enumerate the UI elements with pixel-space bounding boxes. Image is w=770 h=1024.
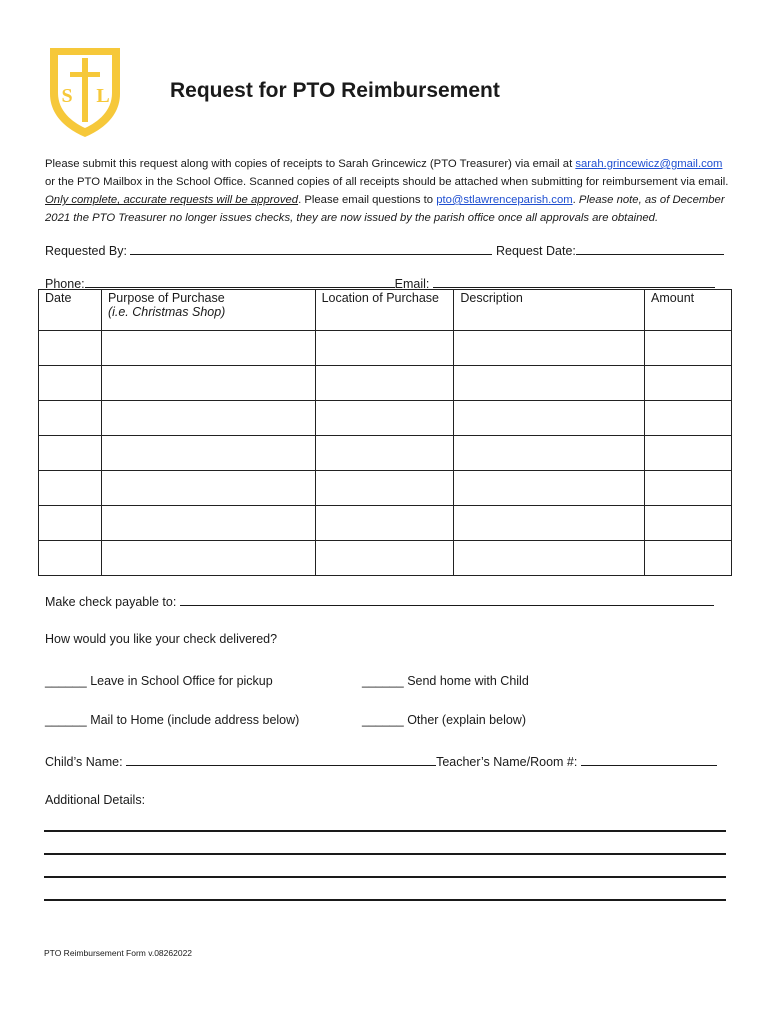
delivery-question: How would you like your check delivered?	[45, 632, 278, 646]
table-row	[39, 506, 732, 541]
table-cell[interactable]	[315, 471, 454, 506]
option-other-label: Other (explain below)	[403, 713, 526, 727]
option-mail-home-label: Mail to Home (include address below)	[86, 713, 300, 727]
option-mail-home[interactable]	[45, 713, 299, 727]
table-cell[interactable]	[101, 436, 315, 471]
option-other[interactable]	[362, 713, 526, 727]
request-date-label: Request Date:	[495, 244, 576, 258]
table-row	[39, 401, 732, 436]
details-line-1[interactable]	[44, 830, 726, 832]
table-cell[interactable]	[101, 541, 315, 576]
option-send-home-blank[interactable]: ______	[362, 674, 404, 688]
pto-email-link[interactable]: pto@stlawrenceparish.com	[436, 194, 573, 206]
table-cell[interactable]	[39, 401, 102, 436]
table-cell[interactable]	[645, 436, 732, 471]
instructions	[45, 155, 735, 227]
table-cell[interactable]	[645, 331, 732, 366]
payable-row	[45, 593, 714, 609]
table-body	[39, 331, 732, 576]
intro-emphasis: Only complete, accurate requests will be approved	[45, 194, 299, 206]
col-description: Description	[454, 290, 645, 331]
col-purpose-label: Purpose of Purchase	[107, 291, 225, 305]
col-amount: Amount	[645, 290, 732, 331]
table-cell[interactable]	[315, 506, 454, 541]
table-cell[interactable]	[645, 401, 732, 436]
phone-field[interactable]	[85, 275, 395, 288]
items-table	[38, 289, 732, 576]
table-cell[interactable]	[101, 401, 315, 436]
table-header-row	[39, 290, 732, 331]
email-label: Email:	[394, 277, 430, 291]
request-date-field[interactable]	[576, 242, 724, 255]
requested-by-field[interactable]	[130, 242, 492, 255]
details-line-4[interactable]	[44, 899, 726, 901]
intro-note: Please note, as of December 2021 the PTO Treasurer no longer issues checks, they are now issued by the parish office once all approvals are obtained.	[45, 194, 725, 224]
child-teacher-row	[45, 753, 717, 769]
option-pickup-label: Leave in School Office for pickup	[86, 674, 273, 688]
table-cell[interactable]	[39, 471, 102, 506]
option-mail-home-blank[interactable]: ______	[45, 713, 87, 727]
intro-text-1: Please submit this request along with copies of receipts to Sarah Grincewicz (PTO Treasurer) via email at	[45, 158, 576, 170]
table-row	[39, 471, 732, 506]
table-row	[39, 366, 732, 401]
table-cell[interactable]	[101, 366, 315, 401]
details-line-3[interactable]	[44, 876, 726, 878]
table-cell[interactable]	[645, 506, 732, 541]
svg-text:L: L	[96, 85, 110, 107]
table-cell[interactable]	[454, 366, 645, 401]
table-row	[39, 331, 732, 366]
table-cell[interactable]	[39, 541, 102, 576]
option-pickup[interactable]	[45, 674, 273, 688]
intro-text-3: . Please email questions to	[298, 194, 437, 206]
table-cell[interactable]	[101, 471, 315, 506]
page-title: Request for PTO Reimbursement	[170, 79, 500, 102]
child-name-field[interactable]	[126, 753, 436, 766]
option-send-home[interactable]	[362, 674, 529, 688]
treasurer-email-link[interactable]: sarah.grincewicz@gmail.com	[575, 158, 723, 170]
table-cell[interactable]	[454, 471, 645, 506]
table-cell[interactable]	[454, 541, 645, 576]
intro-text-4: .	[572, 194, 579, 206]
email-field[interactable]	[433, 275, 715, 288]
table-cell[interactable]	[315, 436, 454, 471]
school-logo	[46, 44, 124, 140]
intro-text-2: or the PTO Mailbox in the School Office. Scanned copies of all receipts should be attached when submitting for reimbursement via email.	[45, 176, 729, 188]
table-cell[interactable]	[645, 541, 732, 576]
table-cell[interactable]	[454, 506, 645, 541]
details-line-2[interactable]	[44, 853, 726, 855]
teacher-room-field[interactable]	[581, 753, 717, 766]
requested-by-label: Requested By:	[45, 244, 127, 258]
option-other-blank[interactable]: ______	[362, 713, 404, 727]
phone-label: Phone:	[45, 277, 85, 291]
option-pickup-blank[interactable]: ______	[45, 674, 87, 688]
table-cell[interactable]	[315, 366, 454, 401]
svg-text:S: S	[61, 85, 73, 107]
option-send-home-label: Send home with Child	[403, 674, 529, 688]
table-cell[interactable]	[315, 331, 454, 366]
col-location: Location of Purchase	[315, 290, 454, 331]
table-cell[interactable]	[39, 506, 102, 541]
table-cell[interactable]	[454, 331, 645, 366]
table-cell[interactable]	[39, 366, 102, 401]
col-purpose-sub: (i.e. Christmas Shop)	[107, 305, 226, 319]
payable-to-field[interactable]	[180, 593, 714, 606]
table-cell[interactable]	[645, 471, 732, 506]
table-cell[interactable]	[315, 541, 454, 576]
teacher-room-label: Teacher’s Name/Room #:	[436, 755, 578, 769]
payable-to-label: Make check payable to:	[45, 595, 177, 609]
col-date: Date	[39, 290, 102, 331]
table-row	[39, 541, 732, 576]
table-cell[interactable]	[645, 366, 732, 401]
table-cell[interactable]	[454, 436, 645, 471]
col-purpose	[101, 290, 315, 331]
table-cell[interactable]	[101, 506, 315, 541]
table-cell[interactable]	[315, 401, 454, 436]
table-cell[interactable]	[39, 436, 102, 471]
child-name-label: Child’s Name:	[45, 755, 123, 769]
table-cell[interactable]	[454, 401, 645, 436]
table-cell[interactable]	[39, 331, 102, 366]
table-cell[interactable]	[101, 331, 315, 366]
requested-by-row	[45, 242, 724, 258]
additional-details-label: Additional Details:	[45, 793, 146, 807]
footer-version: PTO Reimbursement Form v.08262022	[44, 948, 193, 958]
table-row	[39, 436, 732, 471]
